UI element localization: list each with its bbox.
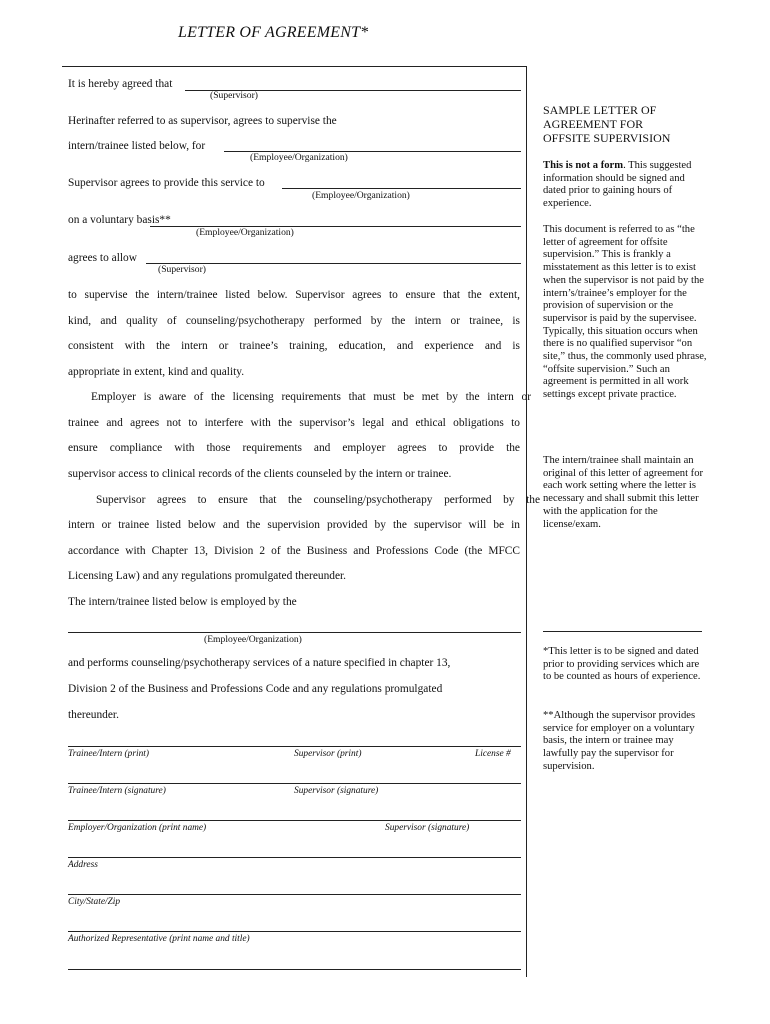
para2-line1: Employer is aware of the licensing requirements that must be met by the intern or [91, 391, 531, 403]
sidebar-note-3: The intern/trainee shall maintain an original of this letter of agreement for each work setting where the letter is necessary and shall submit this letter with the application for the license/exam. [543, 455, 704, 530]
sidebar-note-1 [543, 160, 708, 211]
sig-line-6[interactable] [68, 931, 521, 932]
para3-line4: Licensing Law) and any regulations promulgated thereunder. [68, 570, 347, 582]
supervisor-label: (Supervisor) [210, 90, 258, 101]
supervisor-print-label: Supervisor (print) [294, 749, 362, 759]
employee-label-4: (Employee/Organization) [204, 634, 302, 645]
trainee-print-label: Trainee/Intern (print) [68, 749, 149, 759]
para3-line3: accordance with Chapter 13, Division 2 of the Business and Professions Code (the MFCC [68, 545, 520, 557]
voluntary-text: on a voluntary basis** [68, 214, 171, 226]
sig-line-7[interactable] [68, 969, 521, 970]
para1-line2: kind, and quality of counseling/psychotherapy performed by the intern or trainee, is [68, 315, 520, 327]
para1-line4: appropriate in extent, kind and quality. [68, 366, 245, 378]
para2-line2: trainee and agrees not to interfere with the supervisor’s legal and ethical obligations to [68, 417, 520, 429]
footnote-2: **Although the supervisor provides service for employer on a voluntary basis, the intern or trainee may lawfully pay the supervisor for supervision. [543, 710, 696, 772]
para2-line4: supervisor access to clinical records of the clients counseled by the intern or trainee. [68, 468, 452, 480]
employee-label-3: (Employee/Organization) [196, 227, 294, 238]
supervisor-signature-label-2: Supervisor (signature) [385, 823, 470, 833]
sig-line-4[interactable] [68, 857, 521, 858]
page-title: LETTER OF AGREEMENT* [178, 24, 369, 41]
employee-field-line-4[interactable] [68, 632, 521, 633]
sidebar-divider [543, 631, 702, 632]
address-label: Address [68, 860, 98, 870]
sig-line-3[interactable] [68, 820, 521, 821]
agrees-allow-text: agrees to allow [68, 252, 137, 264]
para2-line3: ensure compliance with those requirements and employer agrees to provide the [68, 442, 520, 454]
hereinafter-text: Herinafter referred to as supervisor, agrees to supervise the [68, 115, 337, 127]
sidebar-heading: SAMPLE LETTER OF AGREEMENT FOR OFFSITE SUPERVISION [543, 103, 671, 145]
sidebar-note-2: This document is referred to as “the letter of agreement for offsite supervision.” This is frankly a misstatement as this letter is to exist when the supervisor is not paid by the intern’s/trainee’s employer for the provision of supervision or the supervisor is paid by the supervisee. Typically, this situation occurs when there is no qualified supervisor “on site,” thus, the commonly used phrase, “offsite supervision.” Such an agreement is permitted in all work settings except private practice. [543, 224, 707, 401]
sig-line-2[interactable] [68, 783, 521, 784]
para1-line3: consistent with the intern or trainee’s training, education, and experience and is [68, 340, 520, 352]
para4-line2: Division 2 of the Business and Professions Code and any regulations promulgated [68, 683, 443, 695]
employee-label-1: (Employee/Organization) [250, 152, 348, 163]
employer-print-label: Employer/Organization (print name) [68, 823, 207, 833]
provide-service-text: Supervisor agrees to provide this service to [68, 177, 265, 189]
employee-field-line-2[interactable] [282, 188, 521, 189]
license-label: License # [475, 749, 511, 759]
city-state-zip-label: City/State/Zip [68, 897, 121, 907]
authorized-rep-label: Authorized Representative (print name and title) [68, 934, 250, 944]
footnote-1: *This letter is to be signed and dated prior to providing services which are to be counted as hours of experience. [543, 646, 701, 683]
supervisor-label-2: (Supervisor) [158, 264, 206, 275]
sig-line-1[interactable] [68, 746, 521, 747]
para4-line3: thereunder. [68, 709, 119, 721]
agreed-text: It is hereby agreed that [68, 78, 173, 90]
employee-label-2: (Employee/Organization) [312, 190, 410, 201]
not-a-form-text: This is not a form [543, 160, 624, 171]
para1-line1: to supervise the intern/trainee listed below. Supervisor agrees to ensure that the extent, [68, 289, 520, 301]
trainee-signature-label: Trainee/Intern (signature) [68, 786, 166, 796]
intern-listed-text: intern/trainee listed below, for [68, 140, 206, 152]
para4-line1: and performs counseling/psychotherapy services of a nature specified in chapter 13, [68, 657, 451, 669]
supervisor-signature-label: Supervisor (signature) [294, 786, 379, 796]
employed-by-text: The intern/trainee listed below is employed by the [68, 596, 297, 608]
sidebar-note-1-text: . This suggested information should be signed and dated prior to gaining hours of experience. [543, 160, 692, 210]
para3-line2: intern or trainee listed below and the supervision provided by the supervisor will be in [68, 519, 520, 531]
sig-line-5[interactable] [68, 894, 521, 895]
para3-line1: Supervisor agrees to ensure that the counseling/psychotherapy performed by the [96, 494, 540, 506]
